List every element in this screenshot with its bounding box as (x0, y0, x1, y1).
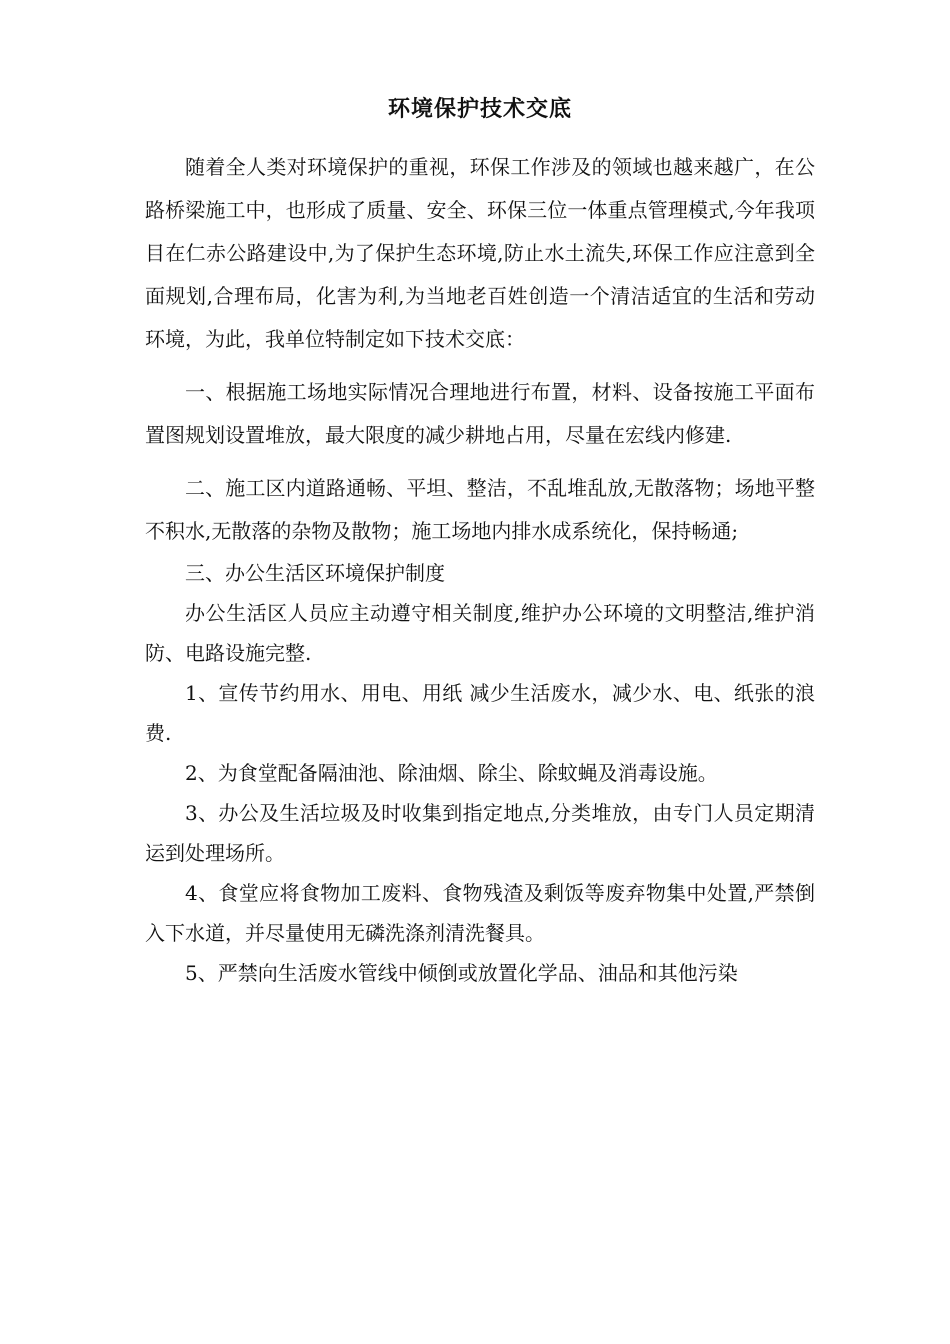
rule-3: 3、办公及生活垃圾及时收集到指定地点,分类堆放，由专门人员定期清运到处理场所。 (145, 801, 815, 865)
document-title: 环境保护技术交底 (387, 97, 572, 122)
rule-4: 4、食堂应将食物加工废料、食物残渣及剩饭等废弃物集中处置,严禁倒入下水道，并尽量使用无磷洗涤剂清洗餐具。 (145, 881, 815, 945)
rule-2: 2、为食堂配备隔油池、除油烟、除尘、除蚊蝇及消毒设施。 (185, 761, 718, 785)
section-heading-3: 三、办公生活区环境保护制度 (185, 561, 445, 585)
rule-1: 1、宣传节约用水、用电、用纸 减少生活废水，减少水、电、纸张的浪费. (145, 681, 815, 745)
paragraph-item-2: 二、施工区内道路通畅、平坦、整洁，不乱堆乱放,无散落物；场地平整不积水,无散落的杂物及散物；施工场地内排水成系统化，保持畅通; (145, 476, 815, 543)
document-page (145, 92, 815, 993)
paragraph-intro: 随着全人类对环境保护的重视，环保工作涉及的领域也越来越广，在公路桥梁施工中，也形成了质量、安全、环保三位一体重点管理模式,今年我项目在仁赤公路建设中,为了保护生态环境,防止水土流失,环保工作应注意到全面规划,合理布局，化害为利,为当地老百姓创造一个清洁适宜的生活和劳动环境，为此，我单位特制定如下技术交底： (145, 155, 815, 351)
paragraph-item-1: 一、根据施工场地实际情况合理地进行布置，材料、设备按施工平面布置图规划设置堆放，最大限度的减少耕地占用，尽量在宏线内修建. (145, 380, 815, 447)
paragraph-office-rules: 办公生活区人员应主动遵守相关制度,维护办公环境的文明整洁,维护消防、电路设施完整. (145, 601, 815, 665)
rule-5: 5、严禁向生活废水管线中倾倒或放置化学品、油品和其他污染 (185, 961, 738, 985)
